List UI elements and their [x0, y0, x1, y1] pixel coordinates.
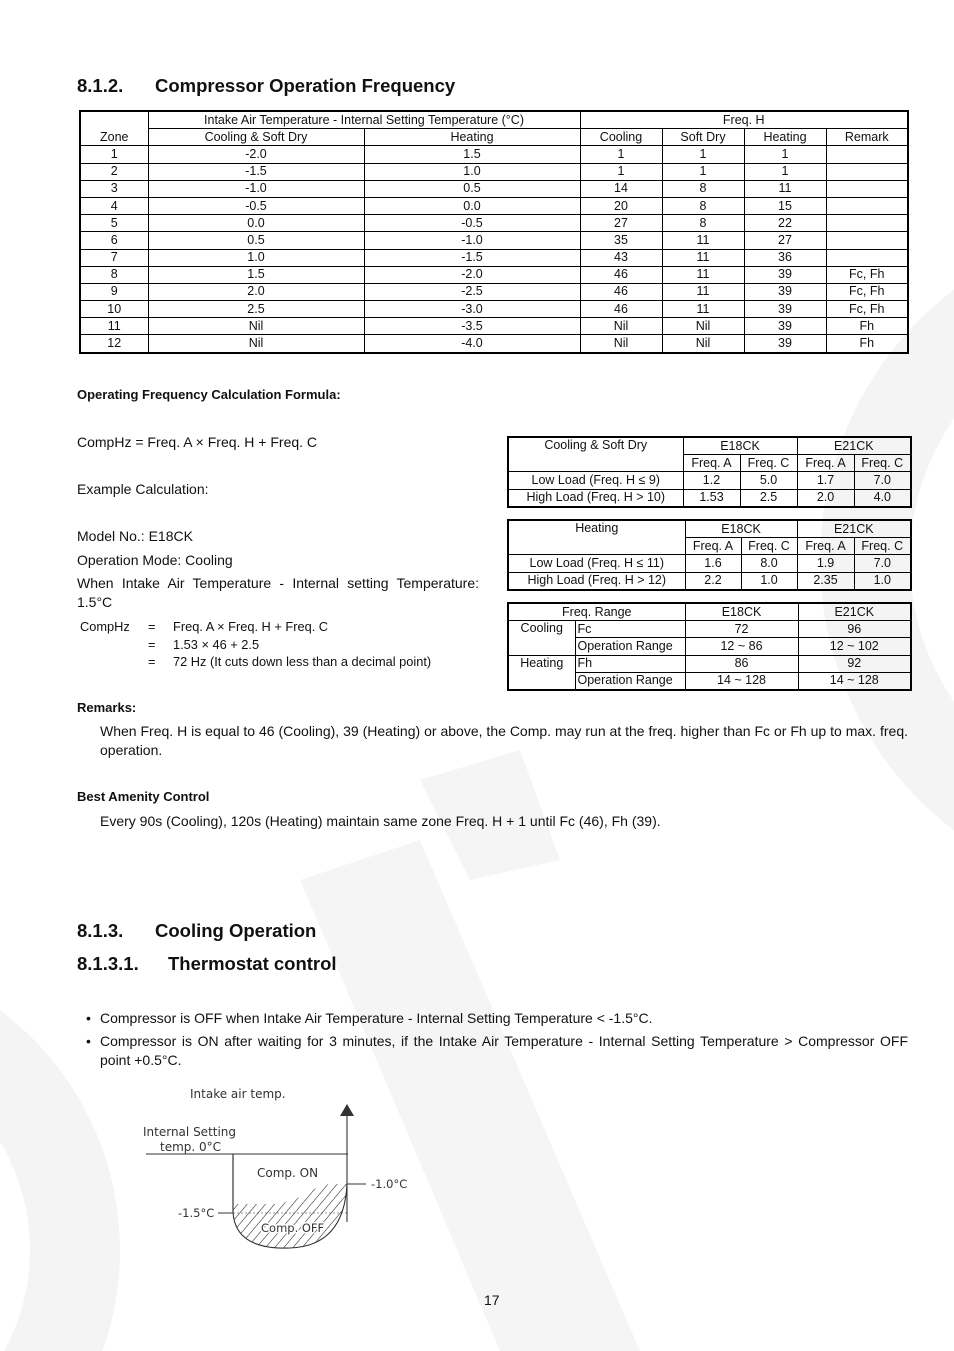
table-cell: 12 ~ 86 — [685, 638, 798, 655]
model-header: E18CK — [683, 437, 797, 455]
freq-range-title: Freq. Range — [508, 603, 685, 621]
table-cell: 1.7 — [797, 472, 854, 489]
setting-label: Internal Setting — [143, 1125, 237, 1139]
table-cell: 39 — [744, 266, 826, 283]
table-cell: 0.0 — [364, 197, 580, 214]
table-cell: 1.0 — [741, 572, 797, 590]
table-cell: 8.0 — [741, 555, 797, 572]
section-heading-813 — [77, 920, 316, 942]
table-cell: 11 — [662, 301, 744, 318]
table-cell — [826, 180, 908, 197]
table-cell: 7.0 — [854, 472, 911, 489]
table-cell: 1.2 — [683, 472, 740, 489]
col-header-freq-cooling: Cooling — [580, 129, 662, 146]
page-number: 17 — [484, 1292, 500, 1308]
table-cell: 2.5 — [148, 301, 364, 318]
table-cell: 11 — [744, 180, 826, 197]
arrow-up-icon — [340, 1104, 354, 1116]
amenity-text: Every 90s (Cooling), 120s (Heating) maintain same zone Freq. H + 1 until Fc (46), Fh (39). — [100, 813, 661, 829]
table-cell: 11 — [80, 318, 148, 335]
table-cell: Fc, Fh — [826, 301, 908, 318]
table-cell: -1.5 — [364, 249, 580, 266]
table-cell: 92 — [798, 655, 911, 672]
row-label: Operation Range — [575, 672, 685, 690]
table-cell: 1 — [662, 163, 744, 180]
formula-equation: CompHz = Freq. A × Freq. H + Freq. C — [77, 434, 318, 450]
table-cell: 2.0 — [797, 489, 854, 507]
table-cell: Nil — [662, 335, 744, 353]
table-cell: 1.53 — [683, 489, 740, 507]
freq-range-table — [507, 602, 912, 691]
table-cell: 27 — [580, 215, 662, 232]
row-label: Low Load (Freq. H ≤ 9) — [508, 472, 683, 489]
col-header-freq-heating: Heating — [744, 129, 826, 146]
coef-col-header: Freq. C — [740, 455, 797, 472]
table-cell: 43 — [580, 249, 662, 266]
heating-group-label: Heating — [508, 655, 575, 690]
bullet-icon: • — [86, 1010, 91, 1026]
neg1-label: -1.0°C — [371, 1177, 408, 1191]
table-cell: 10 — [80, 301, 148, 318]
remarks-heading: Remarks: — [77, 700, 137, 715]
freq-table-body — [80, 146, 908, 353]
freq-h-group-header: Freq. H — [580, 111, 908, 129]
eq-sign: = — [148, 636, 156, 652]
table-cell: 0.5 — [364, 180, 580, 197]
model-header: E21CK — [797, 437, 911, 455]
table-cell: 96 — [798, 621, 911, 638]
table-cell: 5 — [80, 215, 148, 232]
section-number: 8.1.2. — [77, 75, 124, 96]
table-cell: 1 — [744, 163, 826, 180]
table-cell: 3 — [80, 180, 148, 197]
table-cell: -0.5 — [148, 197, 364, 214]
table-cell: 7.0 — [854, 555, 911, 572]
table-cell: 1.6 — [685, 555, 741, 572]
table-cell: 12 ~ 102 — [798, 638, 911, 655]
table-cell: 72 — [685, 621, 798, 638]
table-cell: 2.2 — [685, 572, 741, 590]
section-number: 8.1.3. — [77, 920, 124, 941]
section-heading-8131 — [77, 953, 337, 975]
model-label: Model No.: E18CK — [77, 528, 193, 544]
table-cell: 2.35 — [797, 572, 854, 590]
table-cell: 11 — [662, 266, 744, 283]
table-cell — [826, 146, 908, 163]
table-cell — [826, 249, 908, 266]
remarks-text: When Freq. H is equal to 46 (Cooling), 39 (Heating) or above, the Comp. may run at the freq. higher than Fc or Fh up to max. freq. operation. — [100, 723, 908, 758]
table-cell: Nil — [148, 318, 364, 335]
table-cell: 1.5 — [364, 146, 580, 163]
table-cell: 22 — [744, 215, 826, 232]
table-row — [80, 163, 908, 180]
eq-sign: = — [148, 654, 156, 669]
table-cell: 1.0 — [854, 572, 911, 590]
table-cell: 14 ~ 128 — [798, 672, 911, 690]
calc-line: 72 Hz (It cuts down less than a decimal point) — [173, 654, 432, 669]
table-cell: 7 — [80, 249, 148, 266]
table-cell: 2.0 — [148, 283, 364, 300]
heating-coef-table — [507, 519, 912, 591]
row-label: High Load (Freq. H > 10) — [508, 489, 683, 507]
table-cell: 14 — [580, 180, 662, 197]
table-cell: 27 — [744, 232, 826, 249]
bullet-icon: • — [86, 1033, 91, 1049]
table-cell — [826, 197, 908, 214]
condition-text: When Intake Air Temperature - Internal setting Temperature: 1.5°C — [77, 575, 479, 610]
cooling-coef-title: Cooling & Soft Dry — [508, 437, 683, 472]
table-cell: -1.0 — [148, 180, 364, 197]
table-cell: 12 — [80, 335, 148, 353]
bullet-item: • Compressor is ON after waiting for 3 minutes, if the Intake Air Temperature - Internal Setting Temperature > Compressor OFF point +0.5°C. — [86, 1033, 908, 1068]
table-cell: 5.0 — [740, 472, 797, 489]
table-cell: 1.0 — [148, 249, 364, 266]
table-row — [80, 180, 908, 197]
cooling-coef-table — [507, 436, 912, 508]
table-cell: 39 — [744, 283, 826, 300]
table-cell: -4.0 — [364, 335, 580, 353]
section-title: Cooling Operation — [155, 920, 317, 941]
section-number: 8.1.3.1. — [77, 953, 139, 974]
cooling-group-label: Cooling — [508, 621, 575, 655]
table-cell: Fc, Fh — [826, 283, 908, 300]
table-cell: Fh — [826, 318, 908, 335]
table-cell: 11 — [662, 283, 744, 300]
example-label: Example Calculation: — [77, 481, 209, 497]
table-row — [80, 215, 908, 232]
row-label: Fh — [575, 655, 685, 672]
bullet-item: • Compressor is OFF when Intake Air Temperature - Internal Setting Temperature < -1.5°C. — [86, 1010, 653, 1026]
table-cell: 0.5 — [148, 232, 364, 249]
table-cell: 86 — [685, 655, 798, 672]
table-cell: -3.0 — [364, 301, 580, 318]
table-cell: 11 — [662, 232, 744, 249]
table-cell: 8 — [662, 197, 744, 214]
coef-col-header: Freq. A — [797, 538, 854, 555]
table-cell: 1 — [80, 146, 148, 163]
table-cell: -0.5 — [364, 215, 580, 232]
table-cell: 8 — [662, 215, 744, 232]
table-cell: 39 — [744, 301, 826, 318]
table-cell: 39 — [744, 318, 826, 335]
table-cell: Nil — [580, 318, 662, 335]
table-row — [80, 301, 908, 318]
table-row — [80, 249, 908, 266]
table-cell: 4.0 — [854, 489, 911, 507]
table-cell: 15 — [744, 197, 826, 214]
comp-on-label: Comp. ON — [257, 1166, 319, 1180]
col-header-cooling-softdry: Cooling & Soft Dry — [148, 129, 364, 146]
table-cell: 1 — [662, 146, 744, 163]
table-row — [80, 335, 908, 353]
amenity-heading: Best Amenity Control — [77, 789, 210, 804]
calc-line: 1.53 × 46 + 2.5 — [173, 636, 260, 652]
model-header: E18CK — [685, 603, 798, 621]
table-cell — [826, 232, 908, 249]
col-header-remark: Remark — [826, 129, 908, 146]
table-row — [80, 318, 908, 335]
table-cell: 2.5 — [740, 489, 797, 507]
table-row — [80, 146, 908, 163]
thermostat-diagram — [130, 1082, 430, 1252]
table-cell: 1 — [580, 146, 662, 163]
table-cell: 39 — [744, 335, 826, 353]
col-header-heating: Heating — [364, 129, 580, 146]
model-header: E21CK — [797, 520, 911, 538]
coef-col-header: Freq. C — [741, 538, 797, 555]
neg15-label: -1.5°C — [178, 1206, 215, 1220]
table-cell: 46 — [580, 266, 662, 283]
table-cell: Fc, Fh — [826, 266, 908, 283]
section-title: Compressor Operation Frequency — [155, 75, 456, 96]
table-cell: -2.0 — [364, 266, 580, 283]
table-cell: Nil — [148, 335, 364, 353]
table-cell: 11 — [662, 249, 744, 266]
col-header-zone: Zone — [80, 129, 148, 146]
coef-col-header: Freq. C — [854, 538, 911, 555]
comp-off-label: Comp. OFF — [261, 1221, 325, 1235]
table-cell: 8 — [662, 180, 744, 197]
table-cell: 0.0 — [148, 215, 364, 232]
table-cell: 4 — [80, 197, 148, 214]
section-title: Thermostat control — [168, 953, 337, 974]
table-cell: 1 — [744, 146, 826, 163]
table-cell: 6 — [80, 232, 148, 249]
table-cell: 46 — [580, 283, 662, 300]
intake-group-header: Intake Air Temperature - Internal Setting Temperature (°C) — [148, 111, 580, 129]
mode-label: Operation Mode: Cooling — [77, 552, 233, 568]
table-cell: 20 — [580, 197, 662, 214]
table-cell: -3.5 — [364, 318, 580, 335]
table-cell: 36 — [744, 249, 826, 266]
table-cell: 1.9 — [797, 555, 854, 572]
table-cell: 8 — [80, 266, 148, 283]
table-cell — [826, 215, 908, 232]
calc-lines — [80, 619, 431, 672]
table-cell: 14 ~ 128 — [685, 672, 798, 690]
table-cell: Nil — [662, 318, 744, 335]
row-label: Low Load (Freq. H ≤ 11) — [508, 555, 685, 572]
table-cell: -2.5 — [364, 283, 580, 300]
table-cell: 46 — [580, 301, 662, 318]
setting-label: temp. 0°C — [160, 1140, 222, 1154]
coef-col-header: Freq. A — [683, 455, 740, 472]
coef-col-header: Freq. A — [685, 538, 741, 555]
eq-sign: = — [148, 619, 156, 634]
table-cell: Nil — [580, 335, 662, 353]
intake-air-label: Intake air temp. — [190, 1087, 286, 1101]
table-cell: 2 — [80, 163, 148, 180]
table-row — [80, 232, 908, 249]
row-label: Operation Range — [575, 638, 685, 655]
table-cell: 9 — [80, 283, 148, 300]
coef-col-header: Freq. A — [797, 455, 854, 472]
freq-zone-table — [79, 110, 909, 354]
table-row — [80, 197, 908, 214]
table-cell: -1.0 — [364, 232, 580, 249]
table-cell: 1.5 — [148, 266, 364, 283]
table-cell: 1.0 — [364, 163, 580, 180]
table-cell: -1.5 — [148, 163, 364, 180]
heating-coef-title: Heating — [508, 520, 685, 555]
calc-label: CompHz — [80, 619, 130, 634]
table-cell: -2.0 — [148, 146, 364, 163]
calc-line: Freq. A × Freq. H + Freq. C — [173, 619, 329, 634]
coef-col-header: Freq. C — [854, 455, 911, 472]
row-label: High Load (Freq. H > 12) — [508, 572, 685, 590]
table-row — [80, 283, 908, 300]
model-header: E21CK — [798, 603, 911, 621]
table-cell: 1 — [580, 163, 662, 180]
table-cell — [826, 163, 908, 180]
model-header: E18CK — [685, 520, 797, 538]
row-label: Fc — [575, 621, 685, 638]
section-heading-812 — [77, 75, 455, 97]
col-header-freq-softdry: Soft Dry — [662, 129, 744, 146]
table-cell: Fh — [826, 335, 908, 353]
table-row — [80, 266, 908, 283]
formula-heading: Operating Frequency Calculation Formula: — [77, 387, 341, 402]
table-cell: 35 — [580, 232, 662, 249]
